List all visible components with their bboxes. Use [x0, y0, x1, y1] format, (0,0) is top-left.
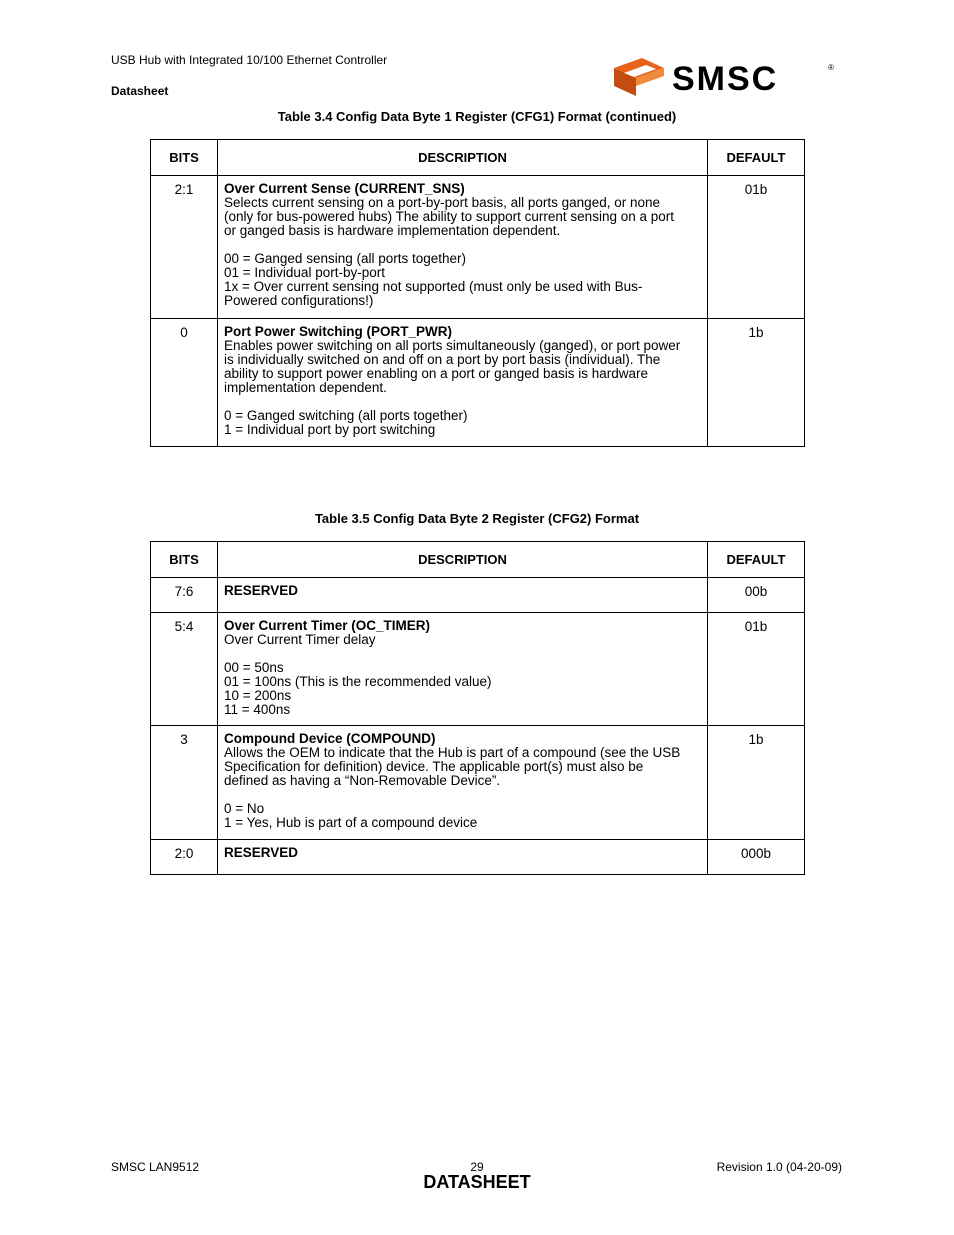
default-cell: 000b — [708, 840, 805, 875]
value-line: 00 = 50ns — [224, 660, 284, 675]
bits-cell: 3 — [151, 726, 218, 840]
description-line: is individually switched on and off on a port by port basis (individual). The — [224, 352, 661, 367]
table-caption: Table 3.5 Config Data Byte 2 Register (CFG2) Format — [314, 511, 640, 526]
value-line: 01 = 100ns (This is the recommended value) — [224, 674, 492, 689]
field-name: Over Current Timer (OC_TIMER) — [224, 618, 431, 633]
footer-datasheet-label: DATASHEET — [423, 1172, 531, 1192]
page-number: 29 — [470, 1160, 484, 1174]
field-name: Compound Device (COMPOUND) — [224, 731, 436, 746]
description-cell — [218, 176, 708, 319]
default-cell: 1b — [708, 319, 805, 447]
field-name: Over Current Sense (CURRENT_SNS) — [224, 181, 465, 196]
spacer — [224, 395, 701, 409]
value-line: 0 = No — [224, 801, 265, 816]
bits-cell: 2:0 — [151, 840, 218, 875]
smsc-logo-mark — [614, 58, 664, 96]
description-cell — [218, 319, 708, 447]
default-cell: 1b — [708, 726, 805, 840]
footer-revision: Revision 1.0 (04-20-09) — [716, 1160, 842, 1174]
spacer — [224, 238, 701, 252]
default-header: DEFAULT — [708, 542, 805, 578]
description-line: Enables power switching on all ports simultaneously (ganged), or port power — [224, 338, 681, 353]
document-title: USB Hub with Integrated 10/100 Ethernet Controller — [111, 53, 388, 67]
description-line: Allows the OEM to indicate that the Hub is part of a compound (see the USB — [224, 745, 681, 760]
value-line: 11 = 400ns — [224, 702, 291, 717]
bits-header: BITS — [151, 140, 218, 176]
value-line: 1x = Over current sensing not supported (must only be used with Bus- — [224, 279, 643, 294]
spacer — [224, 788, 701, 802]
svg-text:®: ® — [828, 63, 834, 72]
table-row — [151, 840, 805, 875]
value-line: 01 = Individual port-by-port — [224, 265, 385, 280]
cfg2-register-table — [150, 541, 805, 875]
description-line: (only for bus-powered hubs) The ability to support current sensing on a port — [224, 209, 674, 224]
description-cell — [218, 840, 708, 875]
table-header-row — [151, 542, 805, 578]
table-row — [151, 176, 805, 319]
bits-cell: 5:4 — [151, 613, 218, 726]
default-cell: 01b — [708, 613, 805, 726]
spacer — [224, 647, 701, 661]
bits-cell: 2:1 — [151, 176, 218, 319]
description-line: ability to support power enabling on a port or ganged basis is hardware — [224, 366, 649, 381]
cfg1-register-table — [150, 139, 805, 447]
description-header: DESCRIPTION — [218, 542, 708, 578]
value-line: 1 = Individual port by port switching — [224, 422, 436, 437]
value-line: 00 = Ganged sensing (all ports together) — [224, 251, 467, 266]
table-header-row — [151, 140, 805, 176]
field-name: RESERVED — [224, 845, 299, 860]
table-row — [151, 613, 805, 726]
footer-product: SMSC LAN9512 — [111, 1160, 200, 1174]
table-row — [151, 726, 805, 840]
description-cell — [218, 578, 708, 613]
description-line: or ganged basis is hardware implementation dependent. — [224, 223, 561, 238]
value-line: 0 = Ganged switching (all ports together) — [224, 408, 468, 423]
value-line: Powered configurations!) — [224, 293, 374, 308]
smsc-logo-text: SMSC — [672, 60, 779, 98]
default-cell: 00b — [708, 578, 805, 613]
description-cell — [218, 726, 708, 840]
table-caption: Table 3.4 Config Data Byte 1 Register (CFG1) Format (continued) — [277, 109, 677, 124]
field-name: Port Power Switching (PORT_PWR) — [224, 324, 453, 339]
table-row — [151, 319, 805, 447]
smsc-logo — [612, 56, 840, 100]
value-line: 10 = 200ns — [224, 688, 292, 703]
value-line: 1 = Yes, Hub is part of a compound device — [224, 815, 478, 830]
description-header: DESCRIPTION — [218, 140, 708, 176]
bits-header: BITS — [151, 542, 218, 578]
bits-cell: 7:6 — [151, 578, 218, 613]
bits-cell: 0 — [151, 319, 218, 447]
description-line: defined as having a “Non-Removable Device”. — [224, 773, 501, 788]
description-line: Specification for definition) device. The applicable port(s) must also be — [224, 759, 644, 774]
description-cell — [218, 613, 708, 726]
description-line: implementation dependent. — [224, 380, 387, 395]
document-subtitle: Datasheet — [111, 84, 169, 98]
default-header: DEFAULT — [708, 140, 805, 176]
description-line: Over Current Timer delay — [224, 632, 376, 647]
description-line: Selects current sensing on a port-by-port basis, all ports ganged, or none — [224, 195, 660, 210]
table-row — [151, 578, 805, 613]
default-cell: 01b — [708, 176, 805, 319]
field-name: RESERVED — [224, 583, 299, 598]
